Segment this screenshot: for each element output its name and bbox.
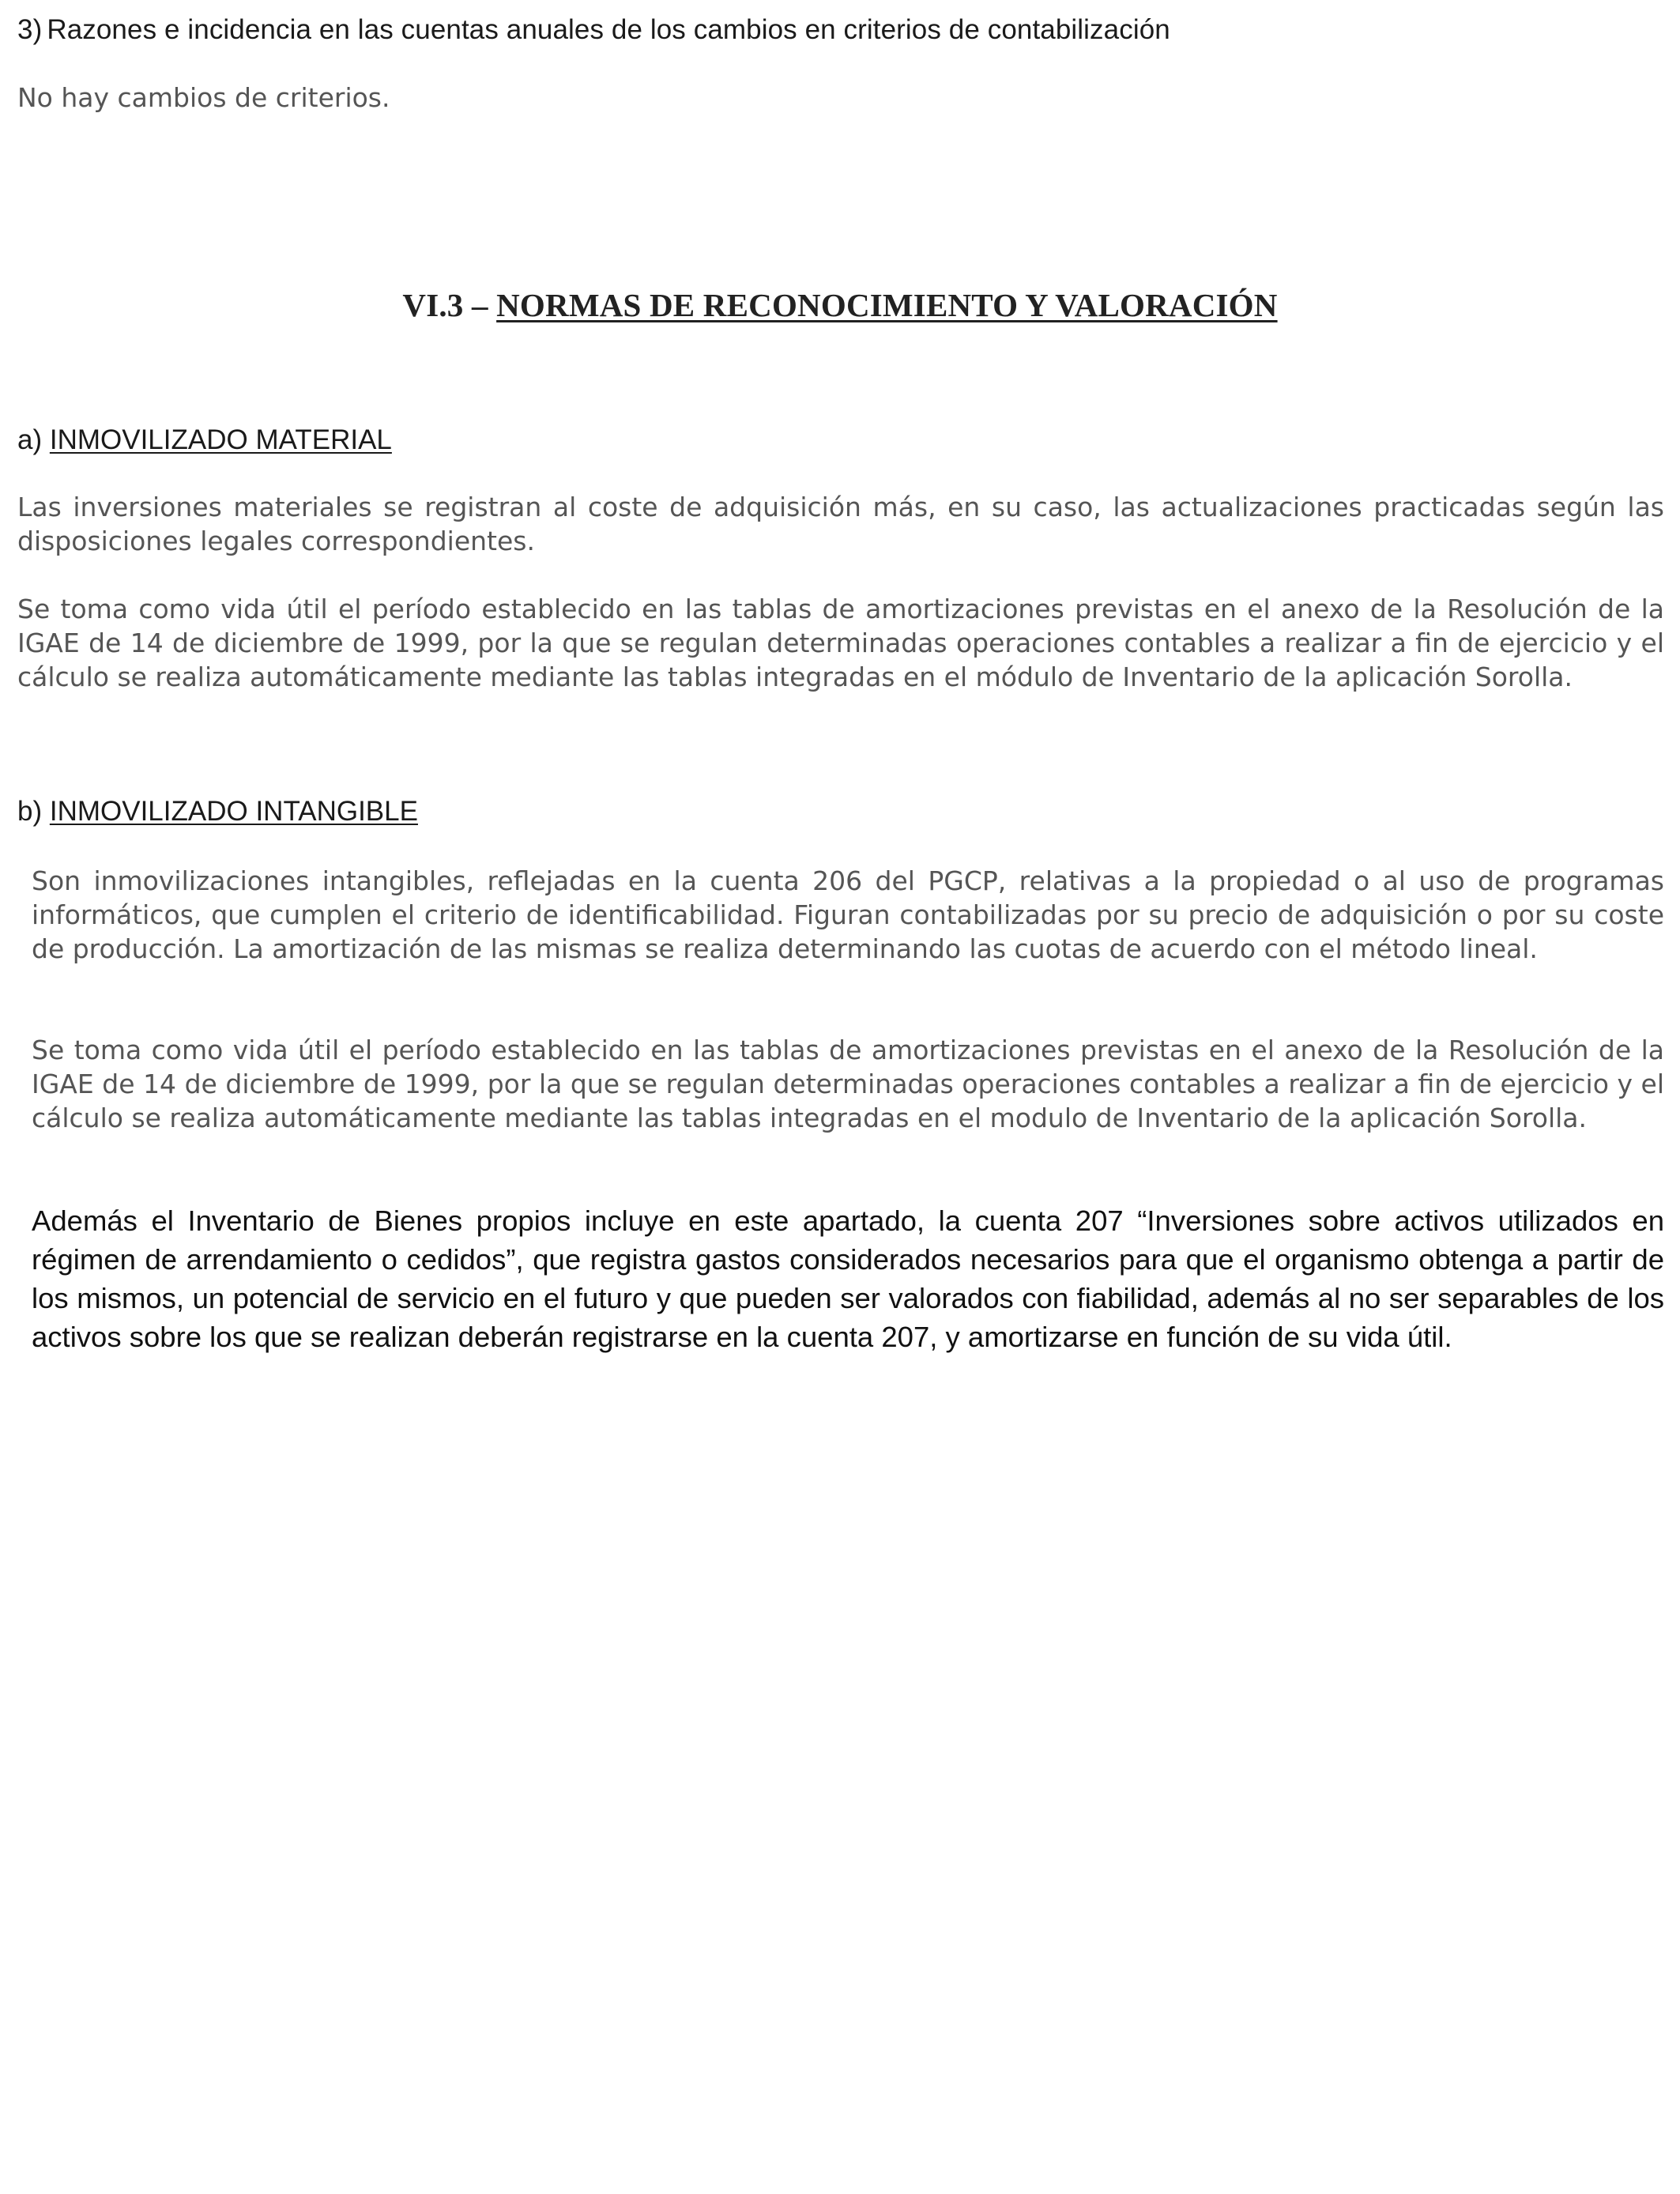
subsection-a-paragraph-1: Las inversiones materiales se registran al coste de adquisición más, en su caso, las actualizaciones practicadas según las disposiciones legales correspondientes. [17,492,1664,556]
subsection-a-title: INMOVILIZADO MATERIAL [49,424,392,455]
subsection-b-letter: b) [17,796,43,827]
subsection-a-letter: a) [17,424,43,455]
subsection-b-paragraph-1: Son inmovilizaciones intangibles, reflejadas en la cuenta 206 del PGCP, relativas a la propiedad o al uso de programas informáticos, que cumplen el criterio de identificabilidad. Figuran contabilizadas por su precio de adquisición o por su coste de producción. La amortización de las mismas se realiza determinando las cuotas de acuerdo con el método lineal. [32,865,1664,964]
subsection-a-paragraph-2: Se toma como vida útil el período establecido en las tablas de amortizaciones previstas en el anexo de la Resolución de la IGAE de 14 de diciembre de 1999, por la que se regulan determinadas operaciones contables a realizar a fin de ejercicio y el cálculo se realiza automáticamente mediante las tablas integradas en el módulo de Inventario de la aplicación Sorolla. [17,594,1664,692]
subsection-b-heading [17,796,966,827]
prev-section-body: No hay cambios de criterios. [17,82,390,113]
section-title-prefix: VI.3 – [402,287,488,323]
prev-section-heading-text: Razones e incidencia en las cuentas anuales de los cambios en criterios de contabilización [47,14,1170,45]
prev-section-number: 3) [17,14,43,45]
subsection-b-title: INMOVILIZADO INTANGIBLE [49,796,418,827]
section-title [0,286,1680,324]
subsection-b-paragraph-2: Se toma como vida útil el período establecido en las tablas de amortizaciones previstas en el anexo de la Resolución de la IGAE de 14 de diciembre de 1999, por la que se regulan determinadas operaciones contables a realizar a fin de ejercicio y el cálculo se realiza automáticamente mediante las tablas integradas en el modulo de Inventario de la aplicación Sorolla. [32,1035,1664,1133]
subsection-a-heading [17,424,966,456]
subsection-b-paragraph-3: Además el Inventario de Bienes propios incluye en este apartado, la cuenta 207 “Inversiones sobre activos utilizados en régimen de arrendamiento o cedidos”, que registra gastos considerados necesarios para que el organismo obtenga a partir de los mismos, un potencial de servicio en el futuro y que pueden ser valorados con fiabilidad, además al no ser separables de los activos sobre los que se realizan deberán registrarse en la cuenta 207, y amortizarse en función de su vida útil. [32,1204,1664,1353]
section-title-text: NORMAS DE RECONOCIMIENTO Y VALORACIÓN [496,287,1278,323]
prev-section-heading [17,13,1669,47]
